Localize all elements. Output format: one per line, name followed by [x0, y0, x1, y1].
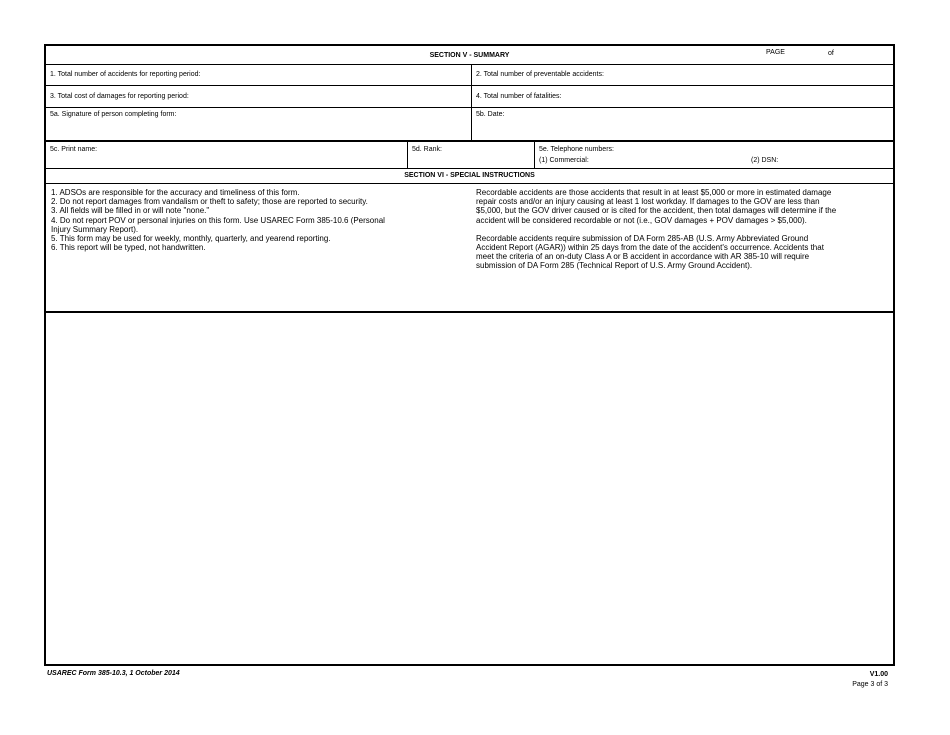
recordable-definition-line: $5,000, but the GOV driver caused or is cited for the accident, then total damages will determine if the	[476, 206, 837, 216]
footer-version-page	[852, 670, 888, 690]
dsn-phone-field[interactable]: (2) DSN:	[751, 157, 779, 164]
section-vi-title: SECTION VI - SPECIAL INSTRUCTIONS	[404, 172, 535, 179]
section-v-header-row	[46, 46, 893, 65]
print-name-field[interactable]	[46, 142, 407, 168]
page-label: PAGE	[766, 49, 785, 56]
rank-field[interactable]	[407, 142, 534, 168]
section-vi-header-row	[46, 169, 893, 184]
row-accidents	[46, 65, 893, 86]
instruction-line: 4. Do not report POV or personal injuries on this form. Use USAREC Form 385-10.6 (Personal	[51, 215, 385, 225]
recordable-submission-line: submission of DA Form 285 (Technical Report of U.S. Army Ground Accident).	[476, 261, 753, 271]
signature-field[interactable]	[46, 108, 471, 140]
instruction-line: 1. ADSOs are responsible for the accuracy and timeliness of this form.	[51, 188, 300, 197]
telephone-field	[534, 142, 893, 168]
fatalities-field[interactable]	[471, 86, 893, 107]
recordable-definition-line: repair costs and/or an injury causing at least 1 lost workday. If damages to the GOV are less than	[476, 197, 820, 207]
recordable-definition-line: Recordable accidents are those accidents that result in at least $5,000 or more in estimated damage	[476, 188, 832, 197]
summary-form	[44, 44, 895, 666]
print-name-label: 5c. Print name:	[50, 146, 98, 153]
instructions-right	[476, 188, 836, 271]
instruction-line: 2. Do not report damages from vandalism or theft to safety; those are reported to security.	[51, 197, 368, 207]
section-v-title: SECTION V - SUMMARY	[429, 52, 510, 59]
page-of-label: of	[828, 50, 834, 57]
date-field[interactable]	[471, 108, 893, 140]
total-cost-field[interactable]	[46, 86, 471, 107]
preventable-accidents-field[interactable]	[471, 65, 893, 85]
recordable-definition-line: accident will be considered recordable or not (i.e., GOV damages + POV damages > $5,000).	[476, 215, 807, 225]
instruction-line: Injury Summary Report).	[51, 224, 139, 234]
instruction-line: 5. This form may be used for weekly, monthly, quarterly, and yearend reporting.	[51, 234, 331, 244]
row-name-rank-phone	[46, 141, 893, 169]
commercial-phone-field[interactable]: (1) Commercial:	[539, 157, 589, 164]
row-signature	[46, 108, 893, 141]
total-accidents-label: 1. Total number of accidents for reporting period:	[50, 71, 201, 78]
instructions-left	[51, 188, 385, 252]
total-cost-label: 3. Total cost of damages for reporting period:	[50, 93, 189, 100]
form-version: V1.00	[869, 671, 888, 678]
instruction-line: 3. All fields will be filled in or will note "none."	[51, 206, 210, 216]
rank-label: 5d. Rank:	[412, 146, 442, 153]
fatalities-label: 4. Total number of fatalities:	[476, 93, 562, 100]
total-accidents-field[interactable]	[46, 65, 471, 85]
form-identifier: USAREC Form 385-10.3, 1 October 2014	[47, 670, 180, 677]
signature-label: 5a. Signature of person completing form:	[50, 111, 177, 118]
page-number: Page 3 of 3	[852, 681, 888, 688]
instruction-line: 6. This report will be typed, not handwritten.	[51, 243, 206, 253]
telephone-label: 5e. Telephone numbers:	[539, 146, 614, 153]
date-label: 5b. Date:	[476, 111, 505, 118]
recordable-submission-line: Recordable accidents require submission of DA Form 285-AB (U.S. Army Abbreviated Ground	[476, 233, 809, 243]
blank-remarks-area[interactable]	[46, 315, 893, 664]
recordable-submission-line: Accident Report (AGAR)) within 25 days from the date of the accident's occurrence. Accidents that	[476, 243, 824, 253]
row-costs	[46, 86, 893, 108]
instructions-row	[46, 184, 893, 313]
recordable-submission-line: meet the criteria of an on-duty Class A or B accident in accordance with AR 385-10 will require	[476, 252, 810, 262]
preventable-accidents-label: 2. Total number of preventable accidents:	[476, 71, 604, 78]
